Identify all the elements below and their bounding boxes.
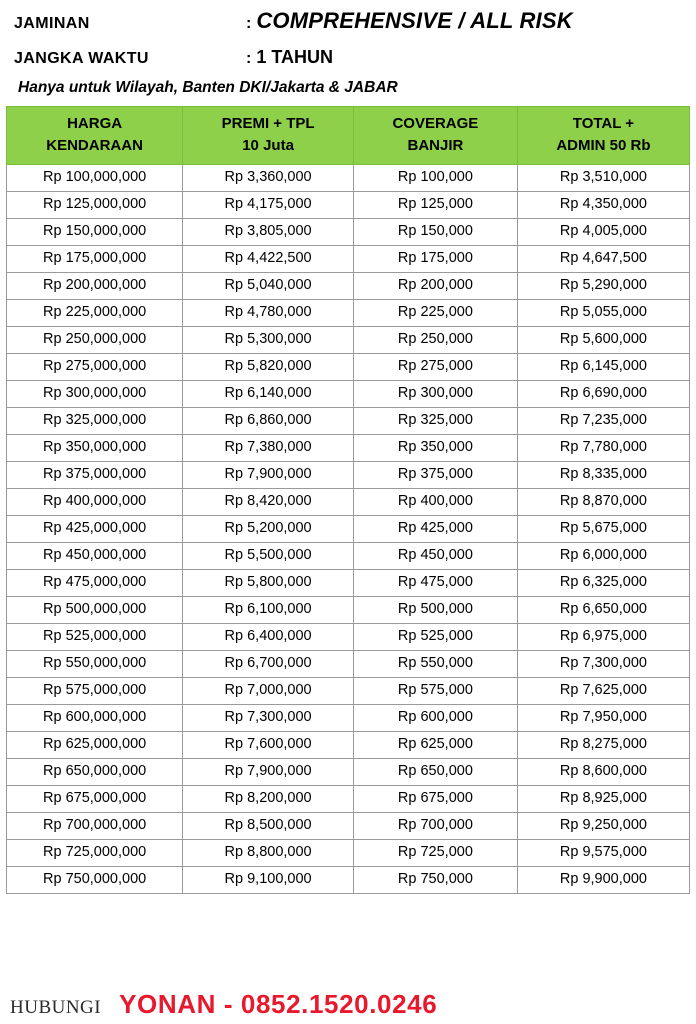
table-row (7, 704, 690, 731)
table-cell-1: Rp 350,000,000 (7, 434, 183, 461)
table-cell-4: Rp 7,625,000 (517, 677, 689, 704)
table-cell-2: Rp 7,900,000 (183, 461, 354, 488)
table-cell-3: Rp 200,000 (353, 272, 517, 299)
table-cell-3: Rp 225,000 (353, 299, 517, 326)
footer-contact-bar (0, 989, 696, 1020)
table-cell-2: Rp 7,300,000 (183, 704, 354, 731)
table-cell-3: Rp 425,000 (353, 515, 517, 542)
table-body (7, 164, 690, 893)
table-cell-1: Rp 475,000,000 (7, 569, 183, 596)
table-cell-2: Rp 6,860,000 (183, 407, 354, 434)
table-row (7, 353, 690, 380)
table-cell-2: Rp 4,422,500 (183, 245, 354, 272)
table-cell-2: Rp 6,400,000 (183, 623, 354, 650)
column-header-total-admin (517, 107, 689, 165)
table-row (7, 461, 690, 488)
table-cell-2: Rp 8,500,000 (183, 812, 354, 839)
term-colon: : (246, 50, 252, 67)
column-header-line2: KENDARAAN (46, 136, 143, 154)
table-cell-3: Rp 125,000 (353, 191, 517, 218)
table-cell-3: Rp 250,000 (353, 326, 517, 353)
table-cell-3: Rp 525,000 (353, 623, 517, 650)
table-cell-1: Rp 325,000,000 (7, 407, 183, 434)
table-head (7, 107, 690, 165)
column-header-line2: 10 Juta (242, 136, 294, 154)
table-cell-2: Rp 5,820,000 (183, 353, 354, 380)
footer-label: HUBUNGI (10, 997, 102, 1018)
table-cell-4: Rp 9,575,000 (517, 839, 689, 866)
table-cell-2: Rp 5,200,000 (183, 515, 354, 542)
coverage-colon: : (246, 15, 252, 32)
table-cell-4: Rp 5,675,000 (517, 515, 689, 542)
table-row (7, 542, 690, 569)
table-cell-2: Rp 6,100,000 (183, 596, 354, 623)
table-row (7, 758, 690, 785)
table-cell-4: Rp 8,275,000 (517, 731, 689, 758)
table-cell-2: Rp 8,800,000 (183, 839, 354, 866)
term-label: JANGKA WAKTU (14, 50, 149, 67)
table-cell-1: Rp 400,000,000 (7, 488, 183, 515)
column-header-line1: COVERAGE (392, 115, 479, 132)
table-cell-1: Rp 150,000,000 (7, 218, 183, 245)
column-header-line2: ADMIN 50 Rb (556, 136, 651, 154)
table-cell-1: Rp 650,000,000 (7, 758, 183, 785)
table-cell-1: Rp 725,000,000 (7, 839, 183, 866)
table-cell-2: Rp 5,800,000 (183, 569, 354, 596)
table-cell-2: Rp 5,300,000 (183, 326, 354, 353)
table-cell-3: Rp 575,000 (353, 677, 517, 704)
table-cell-3: Rp 700,000 (353, 812, 517, 839)
table-cell-4: Rp 6,690,000 (517, 380, 689, 407)
footer-contact-number[interactable]: YONAN - 0852.1520.0246 (119, 989, 438, 1019)
column-header-line2: BANJIR (407, 136, 464, 154)
column-header-line1: HARGA (67, 115, 123, 132)
table-cell-2: Rp 8,420,000 (183, 488, 354, 515)
table-row (7, 407, 690, 434)
coverage-row (14, 8, 682, 34)
table-cell-4: Rp 8,600,000 (517, 758, 689, 785)
region-note: Hanya untuk Wilayah, Banten DKI/Jakarta & JABAR (18, 79, 398, 96)
table-cell-4: Rp 9,900,000 (517, 866, 689, 893)
table-cell-3: Rp 150,000 (353, 218, 517, 245)
table-cell-4: Rp 4,647,500 (517, 245, 689, 272)
table-cell-1: Rp 100,000,000 (7, 164, 183, 191)
table-cell-4: Rp 5,290,000 (517, 272, 689, 299)
table-cell-4: Rp 6,145,000 (517, 353, 689, 380)
table-cell-4: Rp 7,300,000 (517, 650, 689, 677)
table-cell-2: Rp 6,140,000 (183, 380, 354, 407)
table-cell-1: Rp 250,000,000 (7, 326, 183, 353)
table-row (7, 488, 690, 515)
table-cell-3: Rp 300,000 (353, 380, 517, 407)
table-cell-1: Rp 275,000,000 (7, 353, 183, 380)
table-cell-1: Rp 700,000,000 (7, 812, 183, 839)
document-header (0, 0, 696, 97)
table-row (7, 785, 690, 812)
table-cell-4: Rp 8,335,000 (517, 461, 689, 488)
table-cell-1: Rp 125,000,000 (7, 191, 183, 218)
table-cell-1: Rp 450,000,000 (7, 542, 183, 569)
table-cell-3: Rp 625,000 (353, 731, 517, 758)
table-row (7, 569, 690, 596)
column-header-premi-tpl (183, 107, 354, 165)
term-value: 1 TAHUN (256, 47, 333, 67)
table-cell-1: Rp 550,000,000 (7, 650, 183, 677)
table-cell-2: Rp 3,360,000 (183, 164, 354, 191)
table-cell-2: Rp 3,805,000 (183, 218, 354, 245)
table-cell-1: Rp 575,000,000 (7, 677, 183, 704)
table-cell-3: Rp 500,000 (353, 596, 517, 623)
table-cell-4: Rp 4,350,000 (517, 191, 689, 218)
table-cell-3: Rp 550,000 (353, 650, 517, 677)
table-cell-3: Rp 350,000 (353, 434, 517, 461)
column-header-harga-kendaraan (7, 107, 183, 165)
table-cell-2: Rp 6,700,000 (183, 650, 354, 677)
table-cell-3: Rp 650,000 (353, 758, 517, 785)
table-cell-3: Rp 750,000 (353, 866, 517, 893)
table-cell-2: Rp 4,780,000 (183, 299, 354, 326)
table-row (7, 245, 690, 272)
table-row (7, 218, 690, 245)
table-cell-1: Rp 625,000,000 (7, 731, 183, 758)
table-cell-3: Rp 725,000 (353, 839, 517, 866)
table-cell-3: Rp 100,000 (353, 164, 517, 191)
table-cell-3: Rp 450,000 (353, 542, 517, 569)
table-cell-4: Rp 7,235,000 (517, 407, 689, 434)
table-cell-1: Rp 425,000,000 (7, 515, 183, 542)
table-cell-2: Rp 5,040,000 (183, 272, 354, 299)
table-cell-4: Rp 6,000,000 (517, 542, 689, 569)
table-cell-3: Rp 375,000 (353, 461, 517, 488)
table-cell-1: Rp 750,000,000 (7, 866, 183, 893)
table-row (7, 839, 690, 866)
table-row (7, 380, 690, 407)
table-cell-4: Rp 7,950,000 (517, 704, 689, 731)
rate-table-wrapper (0, 106, 696, 894)
table-cell-4: Rp 3,510,000 (517, 164, 689, 191)
table-row (7, 434, 690, 461)
table-cell-1: Rp 175,000,000 (7, 245, 183, 272)
table-cell-2: Rp 8,200,000 (183, 785, 354, 812)
table-cell-2: Rp 7,600,000 (183, 731, 354, 758)
table-cell-2: Rp 7,000,000 (183, 677, 354, 704)
table-row (7, 596, 690, 623)
table-cell-3: Rp 275,000 (353, 353, 517, 380)
table-cell-1: Rp 525,000,000 (7, 623, 183, 650)
column-header-line1: PREMI + TPL (221, 115, 315, 132)
table-cell-4: Rp 8,925,000 (517, 785, 689, 812)
table-cell-3: Rp 475,000 (353, 569, 517, 596)
table-cell-1: Rp 200,000,000 (7, 272, 183, 299)
term-row (14, 47, 682, 68)
table-row (7, 731, 690, 758)
table-row (7, 812, 690, 839)
table-cell-4: Rp 5,055,000 (517, 299, 689, 326)
coverage-label: JAMINAN (14, 15, 90, 32)
table-cell-1: Rp 225,000,000 (7, 299, 183, 326)
rate-table (6, 106, 690, 894)
coverage-value: COMPREHENSIVE / ALL RISK (256, 8, 573, 33)
table-row (7, 866, 690, 893)
table-cell-2: Rp 5,500,000 (183, 542, 354, 569)
table-cell-4: Rp 6,325,000 (517, 569, 689, 596)
table-cell-4: Rp 4,005,000 (517, 218, 689, 245)
table-cell-3: Rp 400,000 (353, 488, 517, 515)
table-cell-1: Rp 375,000,000 (7, 461, 183, 488)
table-cell-4: Rp 6,975,000 (517, 623, 689, 650)
table-cell-4: Rp 6,650,000 (517, 596, 689, 623)
table-cell-4: Rp 5,600,000 (517, 326, 689, 353)
table-row (7, 191, 690, 218)
table-row (7, 677, 690, 704)
table-cell-4: Rp 7,780,000 (517, 434, 689, 461)
table-cell-2: Rp 4,175,000 (183, 191, 354, 218)
table-row (7, 299, 690, 326)
table-cell-1: Rp 500,000,000 (7, 596, 183, 623)
table-row (7, 515, 690, 542)
table-header-row (7, 107, 690, 165)
table-cell-2: Rp 9,100,000 (183, 866, 354, 893)
table-cell-4: Rp 9,250,000 (517, 812, 689, 839)
table-row (7, 650, 690, 677)
table-cell-3: Rp 675,000 (353, 785, 517, 812)
table-cell-3: Rp 175,000 (353, 245, 517, 272)
table-cell-3: Rp 325,000 (353, 407, 517, 434)
table-cell-4: Rp 8,870,000 (517, 488, 689, 515)
table-row (7, 272, 690, 299)
table-cell-1: Rp 300,000,000 (7, 380, 183, 407)
table-cell-1: Rp 600,000,000 (7, 704, 183, 731)
table-row (7, 164, 690, 191)
table-row (7, 326, 690, 353)
column-header-coverage-banjir (353, 107, 517, 165)
column-header-line1: TOTAL + (572, 115, 635, 132)
table-row (7, 623, 690, 650)
table-cell-2: Rp 7,380,000 (183, 434, 354, 461)
table-cell-2: Rp 7,900,000 (183, 758, 354, 785)
table-cell-3: Rp 600,000 (353, 704, 517, 731)
table-cell-1: Rp 675,000,000 (7, 785, 183, 812)
